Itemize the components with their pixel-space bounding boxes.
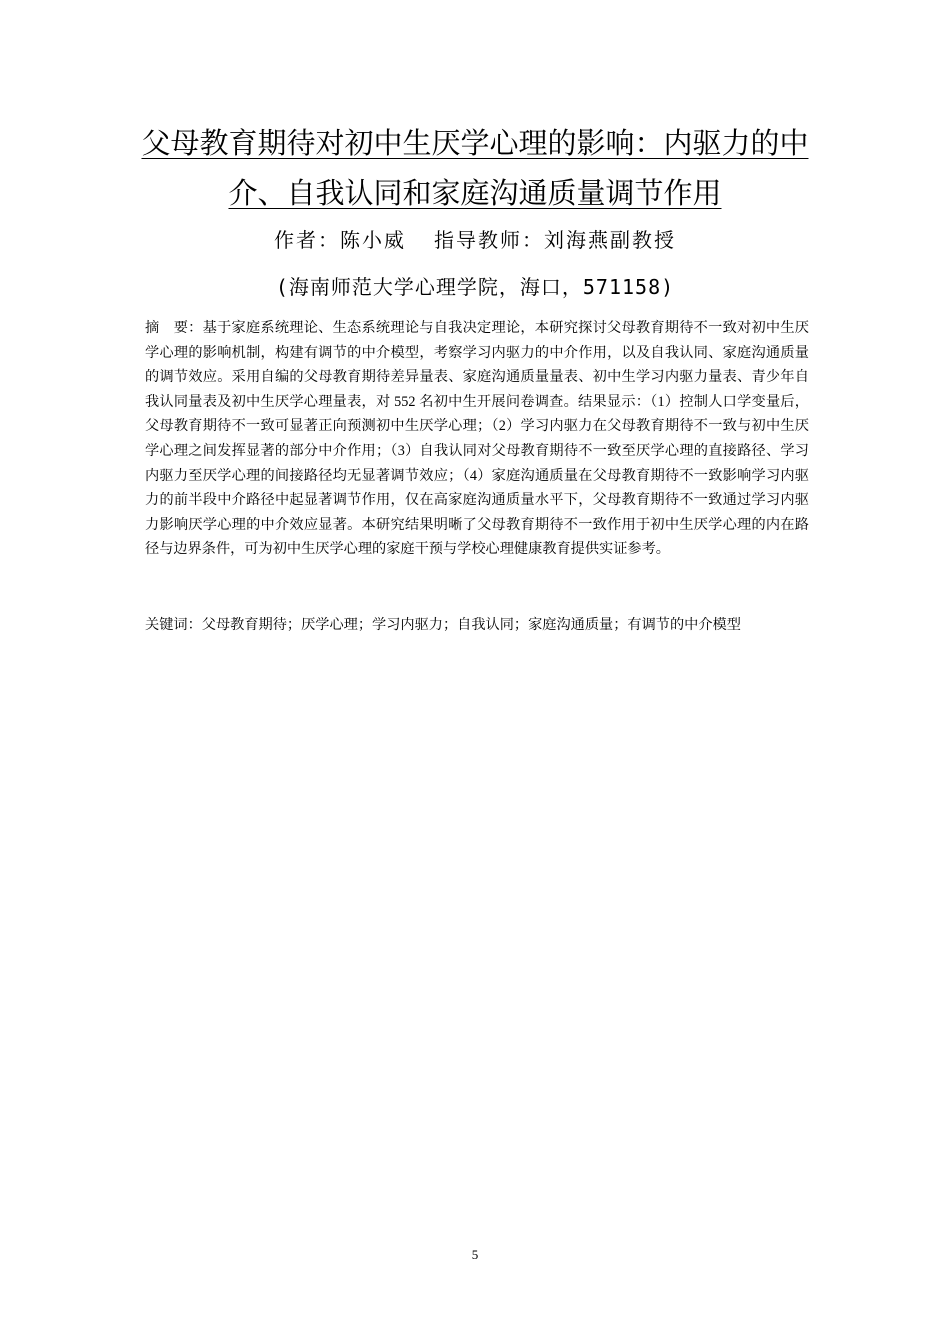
paper-title-line-1: 父母教育期待对初中生厌学心理的影响：内驱力的中: [141, 126, 809, 160]
keywords-paragraph: [145, 613, 809, 638]
affiliation: (海南师范大学心理学院，海口，571158): [275, 275, 675, 299]
advisor-name: 刘海燕副教授: [544, 228, 676, 252]
advisor-label: 指导教师：: [434, 228, 544, 252]
paper-title-line-2: 介、自我认同和家庭沟通质量调节作用: [228, 176, 722, 210]
keywords-text: 父母教育期待；厌学心理；学习内驱力；自我认同；家庭沟通质量；有调节的中介模型: [201, 617, 741, 633]
abstract-text: 基于家庭系统理论、生态系统理论与自我决定理论，本研究探讨父母教育期待不一致对初中生厌学心理的影响机制，构建有调节的中介模型，考察学习内驱力的中介作用，以及自我认同、家庭沟通质量的调节效应。采用自编的父母教育期待差异量表、家庭沟通质量量表、初中生学习内驱力量表、青少年自我认同量表及初中生厌学心理量表，对 552 名初中生开展问卷调查。结果显示：（1）控制人口学变量后，父母教育期待不一致可显著正向预测初中生厌学心理；（2）学习内驱力在父母教育期待不一致与初中生厌学心理之间发挥显著的部分中介作用；（3）自我认同对父母教育期待不一致至厌学心理的直接路径、学习内驱力至厌学心理的间接路径均无显著调节效应；（4）家庭沟通质量在父母教育期待不一致影响学习内驱力的前半段中介路径中起显著调节作用，仅在高家庭沟通质量水平下，父母教育期待不一致通过学习内驱力影响厌学心理的中介效应显著。本研究结果明晰了父母教育期待不一致作用于初中生厌学心理的内在路径与边界条件，可为初中生厌学心理的家庭干预与学校心理健康教育提供实证参考。: [145, 320, 809, 558]
abstract-label-part-1: 摘: [145, 320, 160, 336]
paper-title: [130, 118, 820, 218]
abstract-paragraph: [145, 316, 809, 562]
author-line: [0, 225, 950, 255]
abstract-label-part-2: 要：: [173, 320, 203, 336]
page-number: 5: [471, 1247, 479, 1262]
author-label: 作者：: [274, 228, 340, 252]
author-name: 陈小威: [340, 228, 406, 252]
keywords-label: 关键词：: [145, 617, 202, 633]
